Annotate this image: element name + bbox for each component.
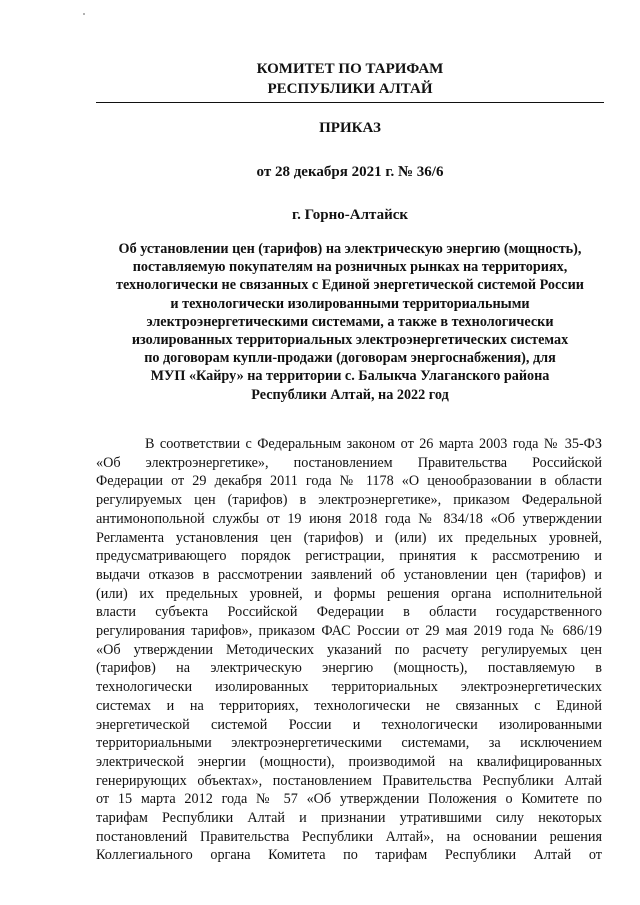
- subject-line: МУП «Кайру» на территории с. Балыкча Улаганского района: [150, 368, 550, 385]
- body-line: постановлений Правительства Республики Алтай», на основании решения: [96, 828, 602, 845]
- subject-line: по договорам купли-продажи (договорам энергоснабжения), для: [144, 350, 556, 367]
- subject-line: Об установлении цен (тарифов) на электрическую энергию (мощность),: [118, 241, 582, 257]
- body-line: Регламента установления цен (тарифов) и (или) их предельных уровней,: [96, 529, 602, 546]
- subject-line: изолированных территориальных электроэнергетических системах: [131, 332, 569, 349]
- body-line: Федерации от 29 декабря 2011 года № 1178 «О ценообразовании в области: [96, 473, 602, 490]
- body-line: «Об электроэнергетике», постановлением Правительства Российской: [96, 454, 602, 471]
- body-line: выдачи отказов в рассмотрении заявлений об установлении цен (тарифов) и: [96, 566, 602, 583]
- issuer-name-line-1: КОМИТЕТ ПО ТАРИФАМ: [256, 61, 444, 77]
- body-line: (тарифов) на электрическую энергию (мощность), поставляемую в: [96, 660, 602, 677]
- body-line: антимонопольной службы от 19 июня 2018 года № 834/18 «Об утверждении: [96, 510, 602, 527]
- issuer-name-line-2: РЕСПУБЛИКИ АЛТАЙ: [267, 81, 433, 97]
- body-line: регулируемых цен (тарифов) в электроэнергетике», приказом Федеральной: [96, 492, 602, 509]
- body-line: В соответствии с Федеральным законом от 26 марта 2003 года № 35-ФЗ: [145, 436, 602, 452]
- body-line: территориальными электроэнергетическими системами, за исключением: [96, 735, 602, 752]
- document-city: г. Горно-Алтайск: [291, 207, 409, 223]
- body-line: технологически изолированных территориальных электроэнергетических: [96, 679, 602, 696]
- subject-line: и технологически изолированными территориальными: [170, 295, 530, 312]
- document-subject: [96, 240, 604, 404]
- body-line: тарифам Республики Алтай и признании утратившими силу некоторых: [96, 810, 602, 827]
- subject-line: поставляемую покупателям на розничных рынках на территориях,: [132, 259, 568, 276]
- body-line: Коллегиального органа Комитета по тарифам Республики Алтай от: [96, 847, 602, 864]
- scan-speck: [83, 13, 85, 15]
- subject-line: электроэнергетическими системами, а также в технологически: [146, 313, 554, 330]
- body-line: власти субъекта Российской Федерации в области государственного: [96, 604, 602, 621]
- body-line: электрической энергии (мощности), производимой на квалифицированных: [96, 753, 602, 770]
- issuer-header: [96, 59, 604, 99]
- document-type: ПРИКАЗ: [319, 120, 381, 136]
- body-line: энергетической системой России и технологически изолированными: [96, 716, 602, 733]
- subject-line: Республики Алтай, на 2022 год: [251, 386, 449, 403]
- body-line: (или) их предельных уровней, и формы решения органа исполнительной: [96, 585, 602, 602]
- body-line: от 15 марта 2012 года № 57 «Об утверждении Положения о Комитете по: [96, 791, 602, 808]
- subject-line: технологически не связанных с Единой энергетической системой России: [116, 277, 584, 294]
- document-date-number: от 28 декабря 2021 г. № 36/6: [256, 164, 444, 180]
- body-line: генерирующих объектах», постановлением Правительства Республики Алтай: [96, 772, 602, 789]
- body-line: системах и на территориях, технологически не связанных с Единой: [96, 697, 602, 714]
- document-body: [96, 435, 602, 865]
- body-line: предусматривающего порядок регистрации, принятия к рассмотрению и: [96, 548, 602, 565]
- body-line: «Об утверждении Методических указаний по расчету регулируемых цен: [96, 641, 602, 658]
- header-divider: [96, 102, 604, 103]
- body-line: регулирования тарифов», приказом ФАС России от 29 мая 2019 года № 686/19: [96, 623, 602, 640]
